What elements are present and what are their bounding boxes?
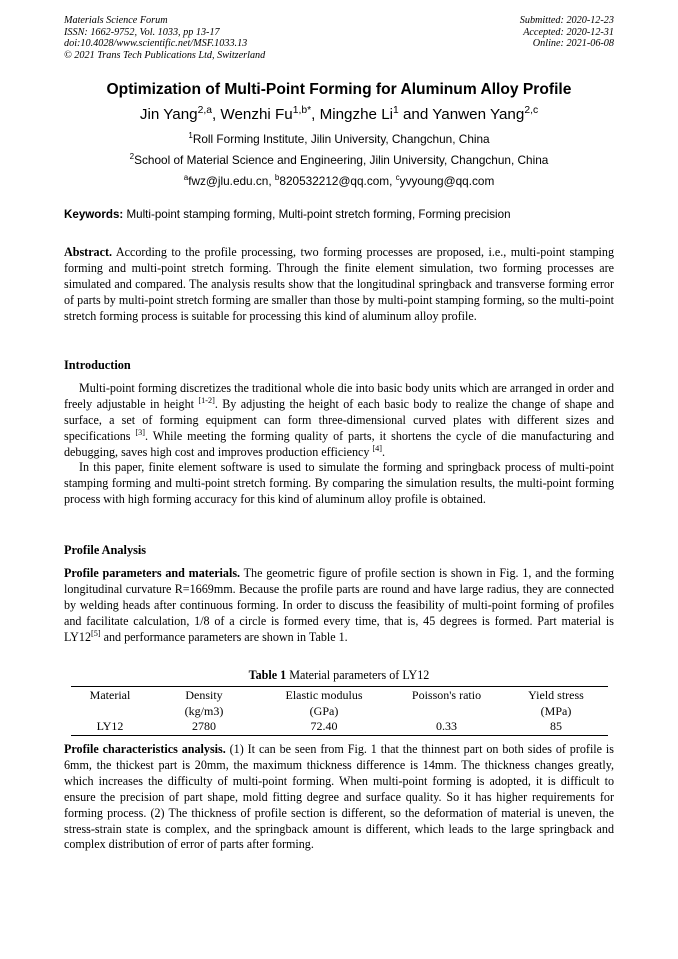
abstract-paragraph	[64, 245, 614, 325]
table-header-cell	[504, 687, 608, 720]
body-text: The geometric figure of profile section is shown in Fig. 1, and the forming longitudinal curvature R=1669mm. Because the profile parts are round and have large radius, they are connected by welding heads after continuous forming. In order to discuss the feasibility of multi-point forming of profiles and facilitate calculation, 1/8 of a circle is formed every time, that is, 45 degrees is formed. Part material is LY12	[64, 566, 615, 644]
keywords-label: Keywords:	[64, 208, 124, 221]
affiliation-1	[0, 132, 678, 146]
author-superscript: 1	[393, 104, 399, 116]
author-name: Jin Yang	[139, 106, 198, 123]
body-text: (1) It can be seen from Fig. 1 that the thinnest part on both sides of profile is 6mm, the thickest part is 20mm, the maximum thickness difference is 14mm. The thickness changes greatly, which increases the difficulty of multi-point forming. When multi-point forming is adopted, it is difficult to ensure the precision of part shape, mold fitting degree and surface quality. So it has higher requirements for forming process. (2) The thickness of profile section is different, so the deformation of material is uneven, the stress-strain state is complex, and the springback amount is different, which leads to the large springback and complex distribution of error of parts after forming.	[64, 742, 615, 852]
citation-ref: [1-2]	[198, 395, 215, 405]
body-text: and performance parameters are shown in Table 1.	[100, 629, 348, 644]
table-header-cell	[149, 687, 259, 720]
table-caption	[0, 668, 678, 683]
header-line: Density	[185, 688, 223, 702]
body-text: .	[382, 444, 386, 459]
journal-name: Materials Science Forum	[64, 15, 168, 26]
table-header-cell	[389, 687, 504, 720]
author-separator: and	[398, 106, 433, 123]
journal-header-left	[64, 15, 265, 61]
journal-issn: ISSN: 1662-9752, Vol. 1033, pp 13-17	[64, 26, 220, 38]
table-cell: 72.40	[310, 719, 338, 733]
affiliation-text: School of Material Science and Engineering, Jilin University, Changchun, China	[134, 153, 549, 167]
email-superscript: a	[183, 173, 189, 183]
table-header-row	[71, 687, 608, 720]
table-cell: 2780	[192, 719, 216, 733]
material-parameters-table	[71, 686, 608, 736]
body-text: . By adjusting the height of each basic body to realize the change of shape and surface, a set of forming equipment can form three-dimensional curved plates with different sizes and specifications	[64, 396, 614, 443]
author-name: Yanwen Yang	[432, 106, 525, 123]
citation-ref: [5]	[91, 628, 101, 638]
table-header-cell	[71, 687, 149, 720]
header-unit: (MPa)	[540, 703, 572, 718]
table-caption-text: Material parameters of LY12	[286, 668, 430, 682]
email-line	[0, 174, 678, 188]
citation-ref: [4]	[372, 443, 383, 453]
profile-parameters-paragraph	[64, 566, 614, 646]
author-separator: ,	[311, 106, 320, 123]
author-list	[0, 106, 678, 123]
journal-copyright: © 2021 Trans Tech Publications Ltd, Switzerland	[64, 49, 266, 61]
introduction-paragraph-2: In this paper, finite element software is used to simulate the forming and springback process of multi-point stamping forming and multi-point stretch forming. By comparing the simulation results, the multi-point forming process with high forming accuracy for this kind of aluminum alloy profile is obtained.	[64, 460, 614, 506]
paper-title: Optimization of Multi-Point Forming for Aluminum Alloy Profile	[106, 81, 572, 98]
table-row	[71, 719, 608, 735]
affiliation-superscript: 2	[129, 152, 135, 162]
email-address: fwz@jlu.edu.cn,	[188, 174, 275, 188]
journal-header-right	[520, 15, 614, 50]
header-line: Material	[89, 688, 131, 702]
header-unit: (GPa)	[309, 703, 339, 718]
introduction-paragraph-1	[64, 381, 614, 461]
body-text: Multi-point forming discretizes the traditional whole die into basic body units which are arranged in order and freely adjustable in height	[64, 381, 614, 411]
run-in-heading: Profile parameters and materials.	[64, 566, 241, 580]
author-superscript: 2,c	[524, 104, 539, 116]
affiliation-text: Roll Forming Institute, Jilin University, Changchun, China	[192, 132, 490, 146]
author-separator: ,	[211, 106, 221, 123]
online-date: Online: 2021-06-08	[532, 38, 614, 50]
email-superscript: b	[274, 173, 280, 183]
author-name: Mingzhe Li	[319, 106, 394, 123]
affiliation-2	[0, 153, 678, 167]
table-cell: 0.33	[436, 719, 457, 733]
email-address: yvyoung@qq.com	[399, 174, 495, 188]
profile-characteristics-paragraph	[64, 742, 614, 853]
email-superscript: c	[395, 173, 400, 183]
header-line: Yield stress	[528, 688, 584, 702]
author-superscript: 1,b*	[292, 104, 312, 116]
submitted-date: Submitted: 2020-12-23	[519, 15, 614, 26]
affiliation-superscript: 1	[188, 131, 193, 141]
section-heading-introduction: Introduction	[64, 358, 131, 372]
abstract-text: According to the profile processing, two forming processes are proposed, i.e., multi-point stamping forming and multi-point stretch forming. Through the finite element simulation, two forming processes are simulated and compared. The analysis results show that the longitudinal springback and transverse forming error of parts by multi-point stretch forming are smaller than those by multi-point stamping forming, so the multi-point stretch forming process is suitable for processing this kind of aluminum alloy profile.	[64, 245, 614, 323]
section-heading-profile-analysis: Profile Analysis	[64, 543, 147, 557]
author-name: Wenzhi Fu	[220, 106, 293, 123]
run-in-heading: Profile characteristics analysis.	[64, 742, 226, 756]
header-line: Poisson's ratio	[411, 688, 482, 702]
body-text: . While meeting the forming quality of parts, it shortens the cycle of die manufacturing and debugging, saves high cost and improves production efficiency	[64, 428, 614, 459]
citation-ref: [3]	[135, 427, 145, 437]
author-superscript: 2,a	[197, 104, 212, 116]
table-header-cell	[259, 687, 389, 720]
email-address: 820532212@qq.com,	[279, 174, 396, 188]
abstract-label: Abstract.	[64, 245, 113, 259]
table-caption-label: Table 1	[248, 668, 287, 682]
table-cell: LY12	[96, 719, 124, 733]
journal-doi: doi:10.4028/www.scientific.net/MSF.1033.13	[64, 38, 248, 50]
keywords-text: Multi-point stamping forming, Multi-point stretch forming, Forming precision	[123, 208, 511, 221]
header-unit: (kg/m3)	[184, 703, 224, 718]
accepted-date: Accepted: 2020-12-31	[523, 26, 614, 38]
keywords	[64, 208, 616, 221]
header-line: Elastic modulus	[285, 688, 363, 702]
table-cell: 85	[550, 719, 562, 733]
